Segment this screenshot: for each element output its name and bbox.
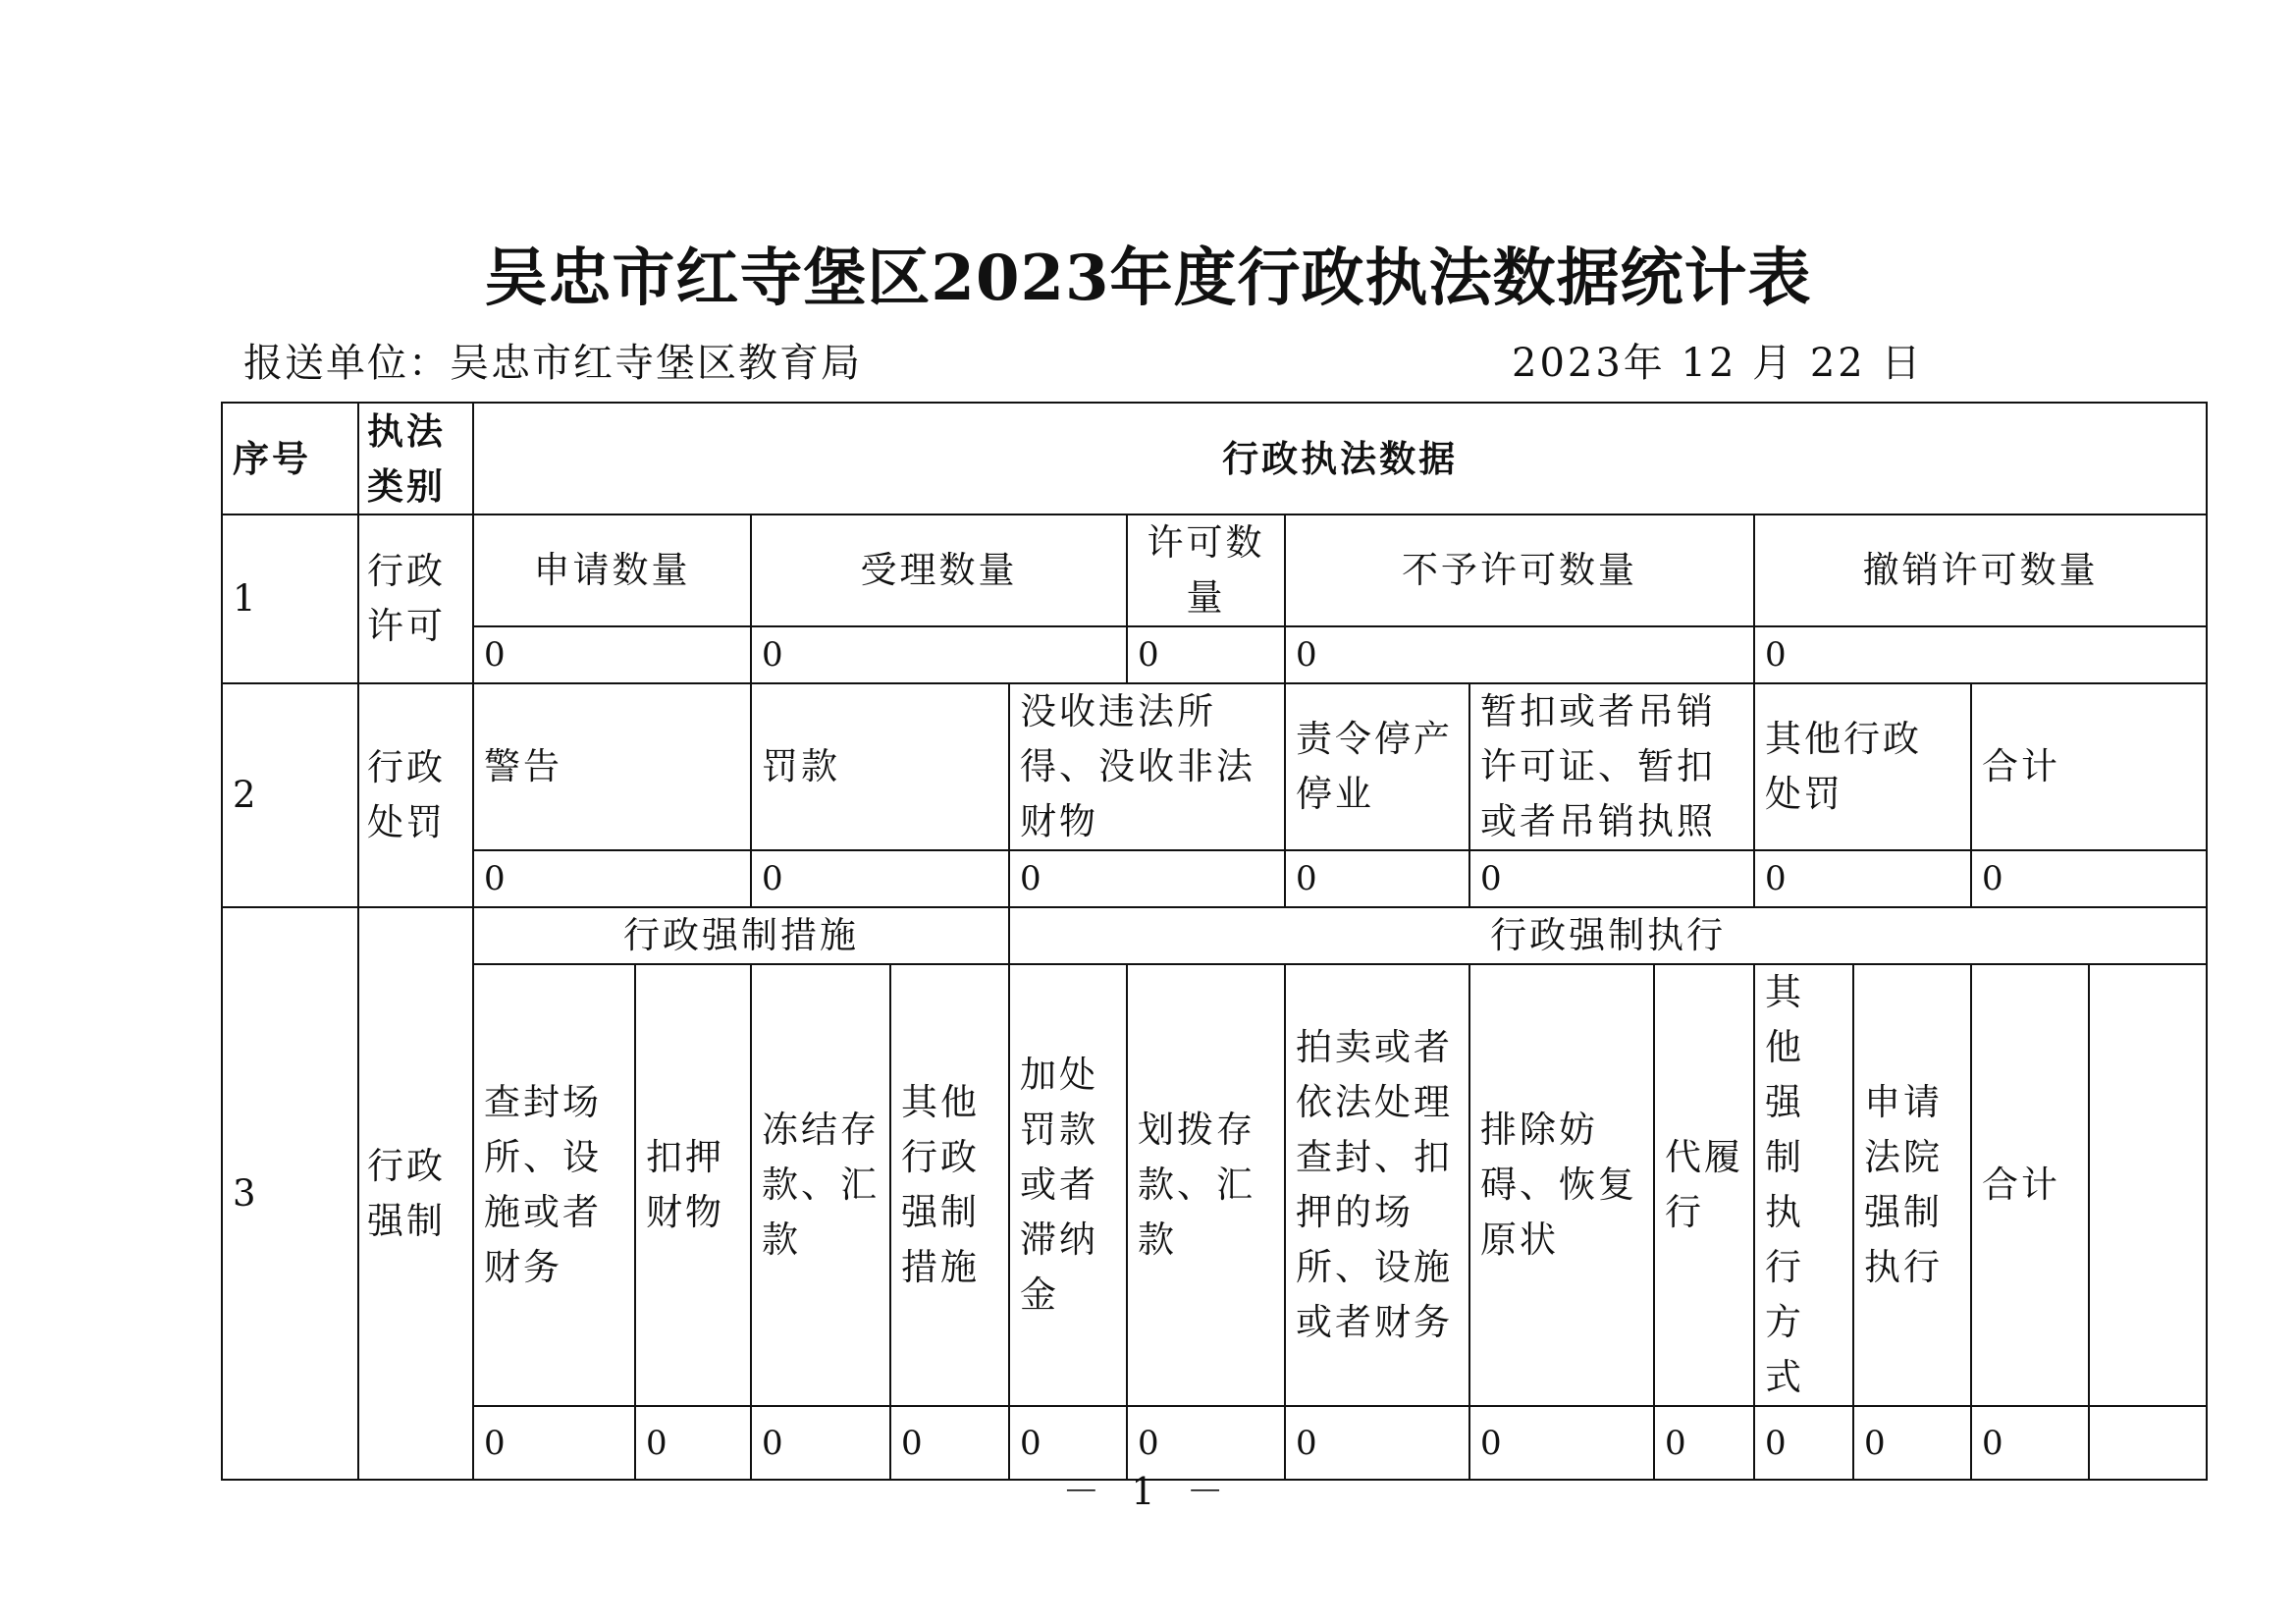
row3-label: 代履行 xyxy=(1654,964,1754,1406)
row2-label: 罚款 xyxy=(751,683,1009,850)
row1-label: 许可数量 xyxy=(1127,514,1285,626)
row2-index: 2 xyxy=(222,683,358,907)
row1-value: 0 xyxy=(1127,626,1285,683)
row3-label: 排除妨碍、恢复原状 xyxy=(1469,964,1654,1406)
row3-value: 0 xyxy=(1754,1406,1853,1480)
row2-value: 0 xyxy=(1469,850,1754,907)
row1-value: 0 xyxy=(1285,626,1754,683)
row3-label: 冻结存款、汇款 xyxy=(751,964,890,1406)
row3-value: 0 xyxy=(1971,1406,2089,1480)
row3-value: 0 xyxy=(1127,1406,1285,1480)
row3-label: 划拨存款、汇款 xyxy=(1127,964,1285,1406)
row1-label: 不予许可数量 xyxy=(1285,514,1754,626)
row3-value: 0 xyxy=(1009,1406,1127,1480)
row1-type: 行政许可 xyxy=(358,514,473,683)
row1-value: 0 xyxy=(473,626,751,683)
report-date: 2023年 12 月 22 日 xyxy=(1512,341,1924,386)
row3-index: 3 xyxy=(222,907,358,1480)
row1-label: 撤销许可数量 xyxy=(1754,514,2207,626)
row3-label: 拍卖或者依法处理查封、扣押的场所、设施或者财务 xyxy=(1285,964,1469,1406)
row2-label: 警告 xyxy=(473,683,751,850)
row3-value: 0 xyxy=(473,1406,635,1480)
row2-value: 0 xyxy=(751,850,1009,907)
row3-value: 0 xyxy=(1853,1406,1971,1480)
row2-value: 0 xyxy=(1009,850,1285,907)
row3-label: 加处罚款或者滞纳金 xyxy=(1009,964,1127,1406)
row2-label: 责令停产停业 xyxy=(1285,683,1469,850)
row2-label: 合计 xyxy=(1971,683,2207,850)
row3-value: 0 xyxy=(1654,1406,1754,1480)
page-title: 吴忠市红寺堡区2023年度行政执法数据统计表 xyxy=(484,242,1812,315)
row2-label: 其他行政处罚 xyxy=(1754,683,1971,850)
report-unit: 报送单位：吴忠市红寺堡区教育局 xyxy=(243,341,862,386)
statistics-table xyxy=(221,402,2208,1481)
header-type: 执法类别 xyxy=(358,403,473,514)
row3-label: 其他行政强制措施 xyxy=(890,964,1009,1406)
row2-type: 行政处罚 xyxy=(358,683,473,907)
row3-group-enforcement: 行政强制执行 xyxy=(1009,907,2207,964)
row3-label: 合计 xyxy=(1971,964,2089,1406)
row3-value: 0 xyxy=(1469,1406,1654,1480)
header-data: 行政执法数据 xyxy=(473,403,2207,514)
row2-value: 0 xyxy=(1285,850,1469,907)
row3-label-spacer xyxy=(2089,964,2207,1406)
row3-label: 扣押财物 xyxy=(635,964,751,1406)
header-index: 序号 xyxy=(222,403,358,514)
row2-label: 暂扣或者吊销许可证、暂扣或者吊销执照 xyxy=(1469,683,1754,850)
row2-value: 0 xyxy=(473,850,751,907)
page-number: － 1 － xyxy=(1062,1470,1234,1513)
row3-value-spacer xyxy=(2089,1406,2207,1480)
row2-value: 0 xyxy=(1971,850,2207,907)
row3-group-measures: 行政强制措施 xyxy=(473,907,1009,964)
row3-label: 其他强制执行方式 xyxy=(1754,964,1853,1406)
row1-label: 申请数量 xyxy=(473,514,751,626)
row2-label: 没收违法所得、没收非法财物 xyxy=(1009,683,1285,850)
row3-value: 0 xyxy=(635,1406,751,1480)
row3-label: 查封场所、设施或者财务 xyxy=(473,964,635,1406)
row3-value: 0 xyxy=(1285,1406,1469,1480)
row2-value: 0 xyxy=(1754,850,1971,907)
row1-index: 1 xyxy=(222,514,358,683)
row1-value: 0 xyxy=(1754,626,2207,683)
row3-value: 0 xyxy=(890,1406,1009,1480)
row3-label: 申请法院强制执行 xyxy=(1853,964,1971,1406)
row1-value: 0 xyxy=(751,626,1127,683)
row1-label: 受理数量 xyxy=(751,514,1127,626)
row3-type: 行政强制 xyxy=(358,907,473,1480)
row3-value: 0 xyxy=(751,1406,890,1480)
